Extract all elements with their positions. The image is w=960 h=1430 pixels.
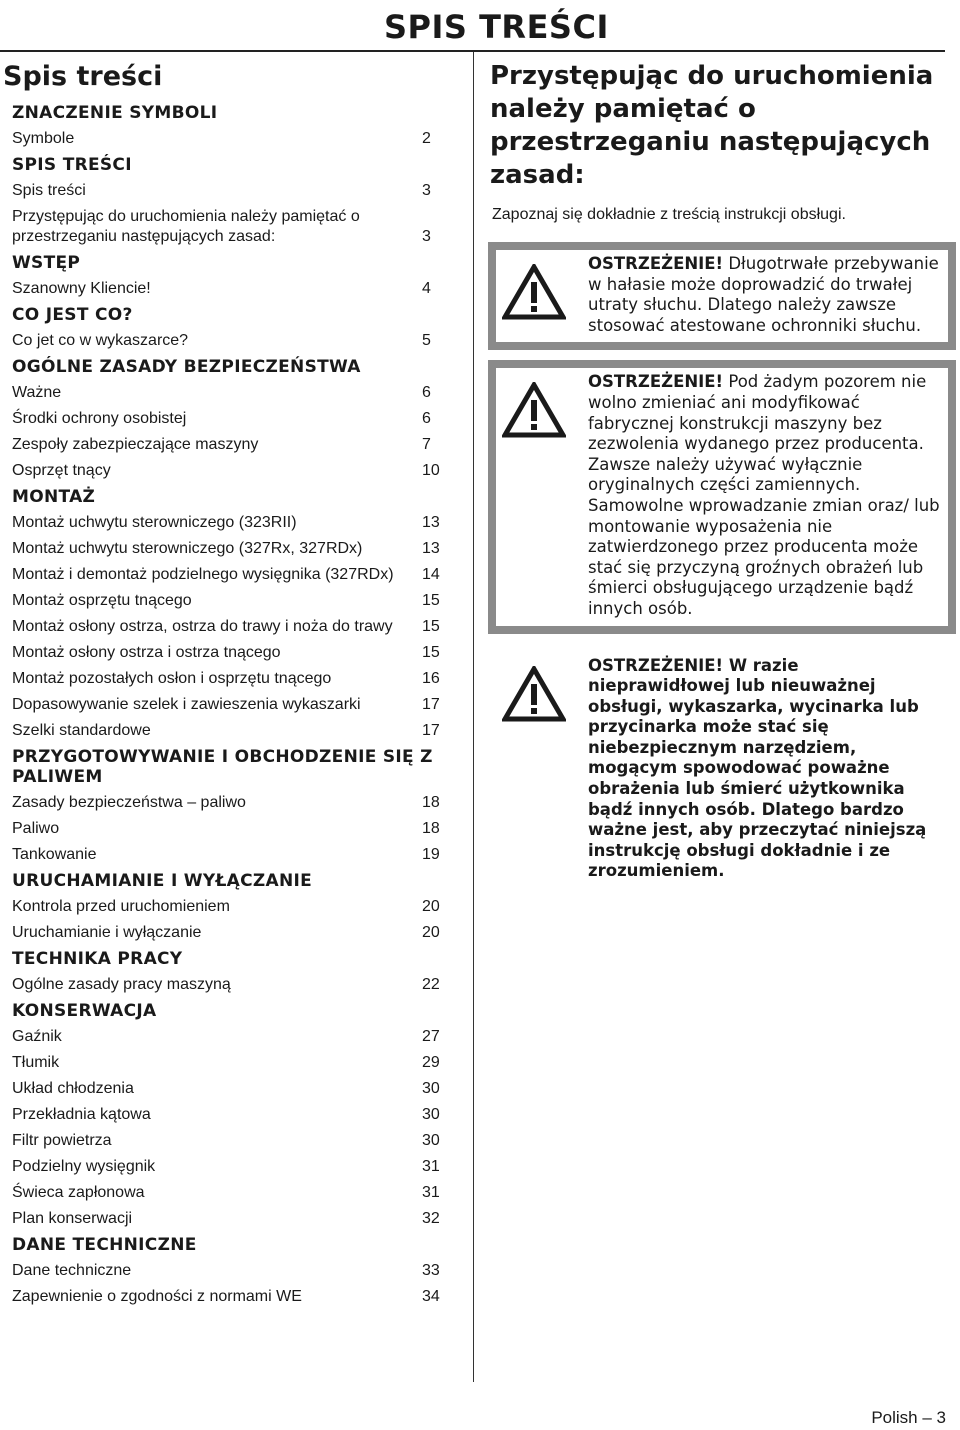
warning-triangle-icon	[502, 254, 574, 325]
toc-entry-page: 14	[422, 566, 440, 583]
toc-entry-label: Plan konserwacji	[12, 1210, 133, 1227]
toc-entry-label: Filtr powietrza	[12, 1132, 112, 1149]
toc-section-heading: DANE TECHNICZNE	[12, 1235, 197, 1255]
warnings-list	[490, 242, 955, 888]
toc-entry-label: Montaż osprzętu tnącego	[12, 592, 192, 609]
toc-entry-page: 30	[422, 1106, 440, 1123]
toc-entry-label: Spis treści	[12, 182, 86, 199]
toc-entry-label: Gaźnik	[12, 1028, 62, 1045]
warning-box	[488, 242, 956, 350]
toc-entry-label: Zapewnienie o zgodności z normami WE	[12, 1288, 302, 1305]
toc-entry-page: 13	[422, 514, 440, 531]
toc-entry-page: 6	[422, 384, 431, 401]
toc-entry[interactable]	[12, 1076, 442, 1102]
toc-entry[interactable]	[12, 126, 442, 152]
toc-entry-page: 16	[422, 670, 440, 687]
toc-entry[interactable]	[12, 718, 442, 744]
table-of-contents	[0, 56, 473, 1310]
toc-entry-page: 18	[422, 820, 440, 837]
toc-entry[interactable]	[12, 1180, 442, 1206]
warning-lead: OSTRZEŻENIE!	[588, 372, 724, 392]
toc-entry[interactable]	[12, 1050, 442, 1076]
toc-entry[interactable]	[12, 588, 442, 614]
toc-entry-label: Montaż osłony ostrza i ostrza tnącego	[12, 644, 281, 661]
toc-section-heading: MONTAŻ	[12, 487, 96, 507]
toc-entry[interactable]	[12, 920, 442, 946]
safety-column	[490, 60, 955, 898]
toc-title: Spis treści	[3, 61, 163, 92]
toc-section-heading: PRZYGOTOWYWANIE I OBCHODZENIE SIĘ Z PALIWEM	[12, 747, 433, 787]
warning-text	[574, 254, 942, 336]
toc-entry-page: 20	[422, 898, 440, 915]
toc-entry[interactable]	[12, 276, 442, 302]
toc-entry-label: Przystępując do uruchomienia należy pamiętać o przestrzeganiu następujących zasad:	[12, 208, 360, 245]
toc-entry-label: Montaż uchwytu sterowniczego (323RII)	[12, 514, 297, 531]
toc-entry[interactable]	[12, 1258, 442, 1284]
toc-section-heading: ZNACZENIE SYMBOLI	[12, 103, 218, 123]
toc-entry-page: 17	[422, 722, 440, 739]
toc-entry-label: Zasady bezpieczeństwa – paliwo	[12, 794, 246, 811]
toc-section-heading: WSTĘP	[12, 253, 81, 273]
toc-entry[interactable]	[12, 614, 442, 640]
toc-entry-label: Środki ochrony osobistej	[12, 410, 187, 427]
toc-entry[interactable]	[12, 178, 442, 204]
toc-entry-label: Kontrola przed uruchomieniem	[12, 898, 230, 915]
toc-entry[interactable]	[12, 790, 442, 816]
warning-lead: OSTRZEŻENIE!	[588, 254, 724, 273]
toc-entry-page: 5	[422, 332, 431, 349]
page-footer: Polish – 3	[871, 1408, 946, 1427]
toc-entry[interactable]	[12, 510, 442, 536]
toc-entry-page: 15	[422, 618, 440, 635]
toc-entry-label: Uruchamianie i wyłączanie	[12, 924, 202, 941]
safety-heading: Przystępując do uruchomienia należy pamiętać o przestrzeganiu następujących zasad:	[490, 61, 934, 190]
warning-body: Długotrwałe przebywanie w hałasie może doprowadzić do trwałej utraty słuchu. Dlatego należy zawsze stosować atestowane ochronniki słuchu.	[588, 254, 939, 335]
toc-entry[interactable]	[12, 1206, 442, 1232]
warning-lead: OSTRZEŻENIE!	[588, 655, 724, 675]
toc-entry-label: Symbole	[12, 130, 75, 147]
warning-body: Pod żadym pozorem nie wolno zmieniać ani modyfikować fabrycznej konstrukcji maszyny bez zezwolenia wydanego przez producenta. Zawsze należy używać wyłącznie oryginalnych części zamiennych. Samowolne wprowadzanie zmian oraz/ lub montowanie wyposażenia nie zatwierdzonego przez producenta może stać się przyczyną groźnych obrażeń lub śmierci obsługującego urządzenie bądź innych osób.	[588, 372, 940, 618]
toc-entry[interactable]	[12, 1284, 442, 1310]
toc-entry[interactable]	[12, 328, 442, 354]
toc-entry-page: 13	[422, 540, 440, 557]
toc-section-heading: SPIS TREŚCI	[12, 155, 132, 175]
warning-box	[488, 360, 956, 633]
toc-entry[interactable]	[12, 972, 442, 998]
toc-entry[interactable]	[12, 842, 442, 868]
toc-entry-label: Ogólne zasady pracy maszyną	[12, 976, 231, 993]
toc-entry[interactable]	[12, 1102, 442, 1128]
toc-entry-page: 17	[422, 696, 440, 713]
toc-entry-label: Ważne	[12, 384, 62, 401]
warning-triangle-icon	[502, 372, 574, 443]
toc-entry[interactable]	[12, 1128, 442, 1154]
toc-entry-page: 34	[422, 1288, 440, 1305]
toc-entry-label: Dane techniczne	[12, 1262, 132, 1279]
toc-entry-page: 3	[422, 228, 431, 245]
toc-entry[interactable]	[12, 432, 442, 458]
toc-entry-page: 4	[422, 280, 431, 297]
toc-entry-label: Tłumik	[12, 1054, 60, 1071]
toc-entry-page: 7	[422, 436, 431, 453]
column-divider	[473, 52, 474, 1382]
toc-entry-label: Co jet co w wykaszarce?	[12, 332, 189, 349]
toc-entry-label: Podzielny wysięgnik	[12, 1158, 156, 1175]
toc-entry-label: Szanowny Kliencie!	[12, 280, 151, 297]
toc-entry-label: Montaż osłony ostrza, ostrza do trawy i noża do trawy	[12, 618, 393, 635]
toc-entry-page: 29	[422, 1054, 440, 1071]
toc-entry-label: Paliwo	[12, 820, 60, 837]
toc-entry-page: 3	[422, 182, 431, 199]
toc-entry-label: Montaż i demontaż podzielnego wysięgnika (327RDx)	[12, 566, 394, 583]
toc-entry-page: 22	[422, 976, 440, 993]
toc-entry-label: Szelki standardowe	[12, 722, 151, 739]
toc-section-heading: TECHNIKA PRACY	[12, 949, 183, 969]
toc-entry-page: 27	[422, 1028, 440, 1045]
toc-entry-page: 32	[422, 1210, 440, 1227]
toc-entry-label: Dopasowywanie szelek i zawieszenia wykaszarki	[12, 696, 361, 713]
toc-entry[interactable]	[12, 816, 442, 842]
toc-section-heading: URUCHAMIANIE I WYŁĄCZANIE	[12, 871, 313, 891]
toc-entry[interactable]	[12, 640, 442, 666]
toc-entry[interactable]	[12, 536, 442, 562]
toc-entry-label: Przekładnia kątowa	[12, 1106, 151, 1123]
toc-entry-label: Montaż pozostałych osłon i osprzętu tnącego	[12, 670, 332, 687]
toc-section-heading: KONSERWACJA	[12, 1001, 157, 1021]
toc-entry-page: 6	[422, 410, 431, 427]
toc-entry-label: Osprzęt tnący	[12, 462, 111, 479]
toc-entry-page: 2	[422, 130, 431, 147]
toc-entry-page: 30	[422, 1132, 440, 1149]
toc-entry[interactable]	[12, 204, 442, 250]
toc-entry-page: 18	[422, 794, 440, 811]
toc-entry[interactable]	[12, 562, 442, 588]
warning-text	[574, 372, 942, 619]
warning-triangle-icon	[502, 656, 574, 727]
toc-entry-page: 15	[422, 592, 440, 609]
toc-entry-page: 31	[422, 1158, 440, 1175]
toc-entry[interactable]	[12, 692, 442, 718]
toc-entry[interactable]	[12, 406, 442, 432]
toc-entry-label: Tankowanie	[12, 846, 97, 863]
toc-entry-page: 15	[422, 644, 440, 661]
toc-entry[interactable]	[12, 666, 442, 692]
safety-intro: Zapoznaj się dokładnie z treścią instrukcji obsługi.	[492, 206, 846, 223]
toc-entry-label: Zespoły zabezpieczające maszyny	[12, 436, 259, 453]
toc-entry-label: Montaż uchwytu sterowniczego (327Rx, 327RDx)	[12, 540, 363, 557]
toc-list	[12, 100, 442, 1310]
warning-body: W razie nieprawidłowej lub nieuważnej obsługi, wykaszarka, wycinarka lub przycinarka może stać się niebezpiecznym narzędziem, mogącym spowodować poważne obrażenia lub śmierć użytkownika bądź innych osób. Dlatego bardzo ważne jest, aby przeczytać niniejszą instrukcję obsługi dokładnie i ze zrozumieniem.	[588, 655, 927, 881]
toc-entry-page: 20	[422, 924, 440, 941]
toc-entry[interactable]	[12, 458, 442, 484]
warning-box	[488, 644, 956, 889]
toc-entry[interactable]	[12, 1154, 442, 1180]
toc-section-heading: OGÓLNE ZASADY BEZPIECZEŃSTWA	[12, 357, 361, 377]
toc-entry-page: 33	[422, 1262, 440, 1279]
toc-entry-page: 19	[422, 846, 440, 863]
page-header-title: SPIS TREŚCI	[384, 8, 609, 46]
toc-entry-page: 31	[422, 1184, 440, 1201]
toc-entry[interactable]	[12, 1024, 442, 1050]
toc-entry-label: Układ chłodzenia	[12, 1080, 134, 1097]
toc-entry-label: Świeca zapłonowa	[12, 1184, 145, 1201]
toc-entry-page: 10	[422, 462, 440, 479]
toc-entry[interactable]	[12, 894, 442, 920]
toc-entry[interactable]	[12, 380, 442, 406]
toc-section-heading: CO JEST CO?	[12, 305, 133, 325]
toc-entry-page: 30	[422, 1080, 440, 1097]
warning-text	[574, 656, 942, 883]
